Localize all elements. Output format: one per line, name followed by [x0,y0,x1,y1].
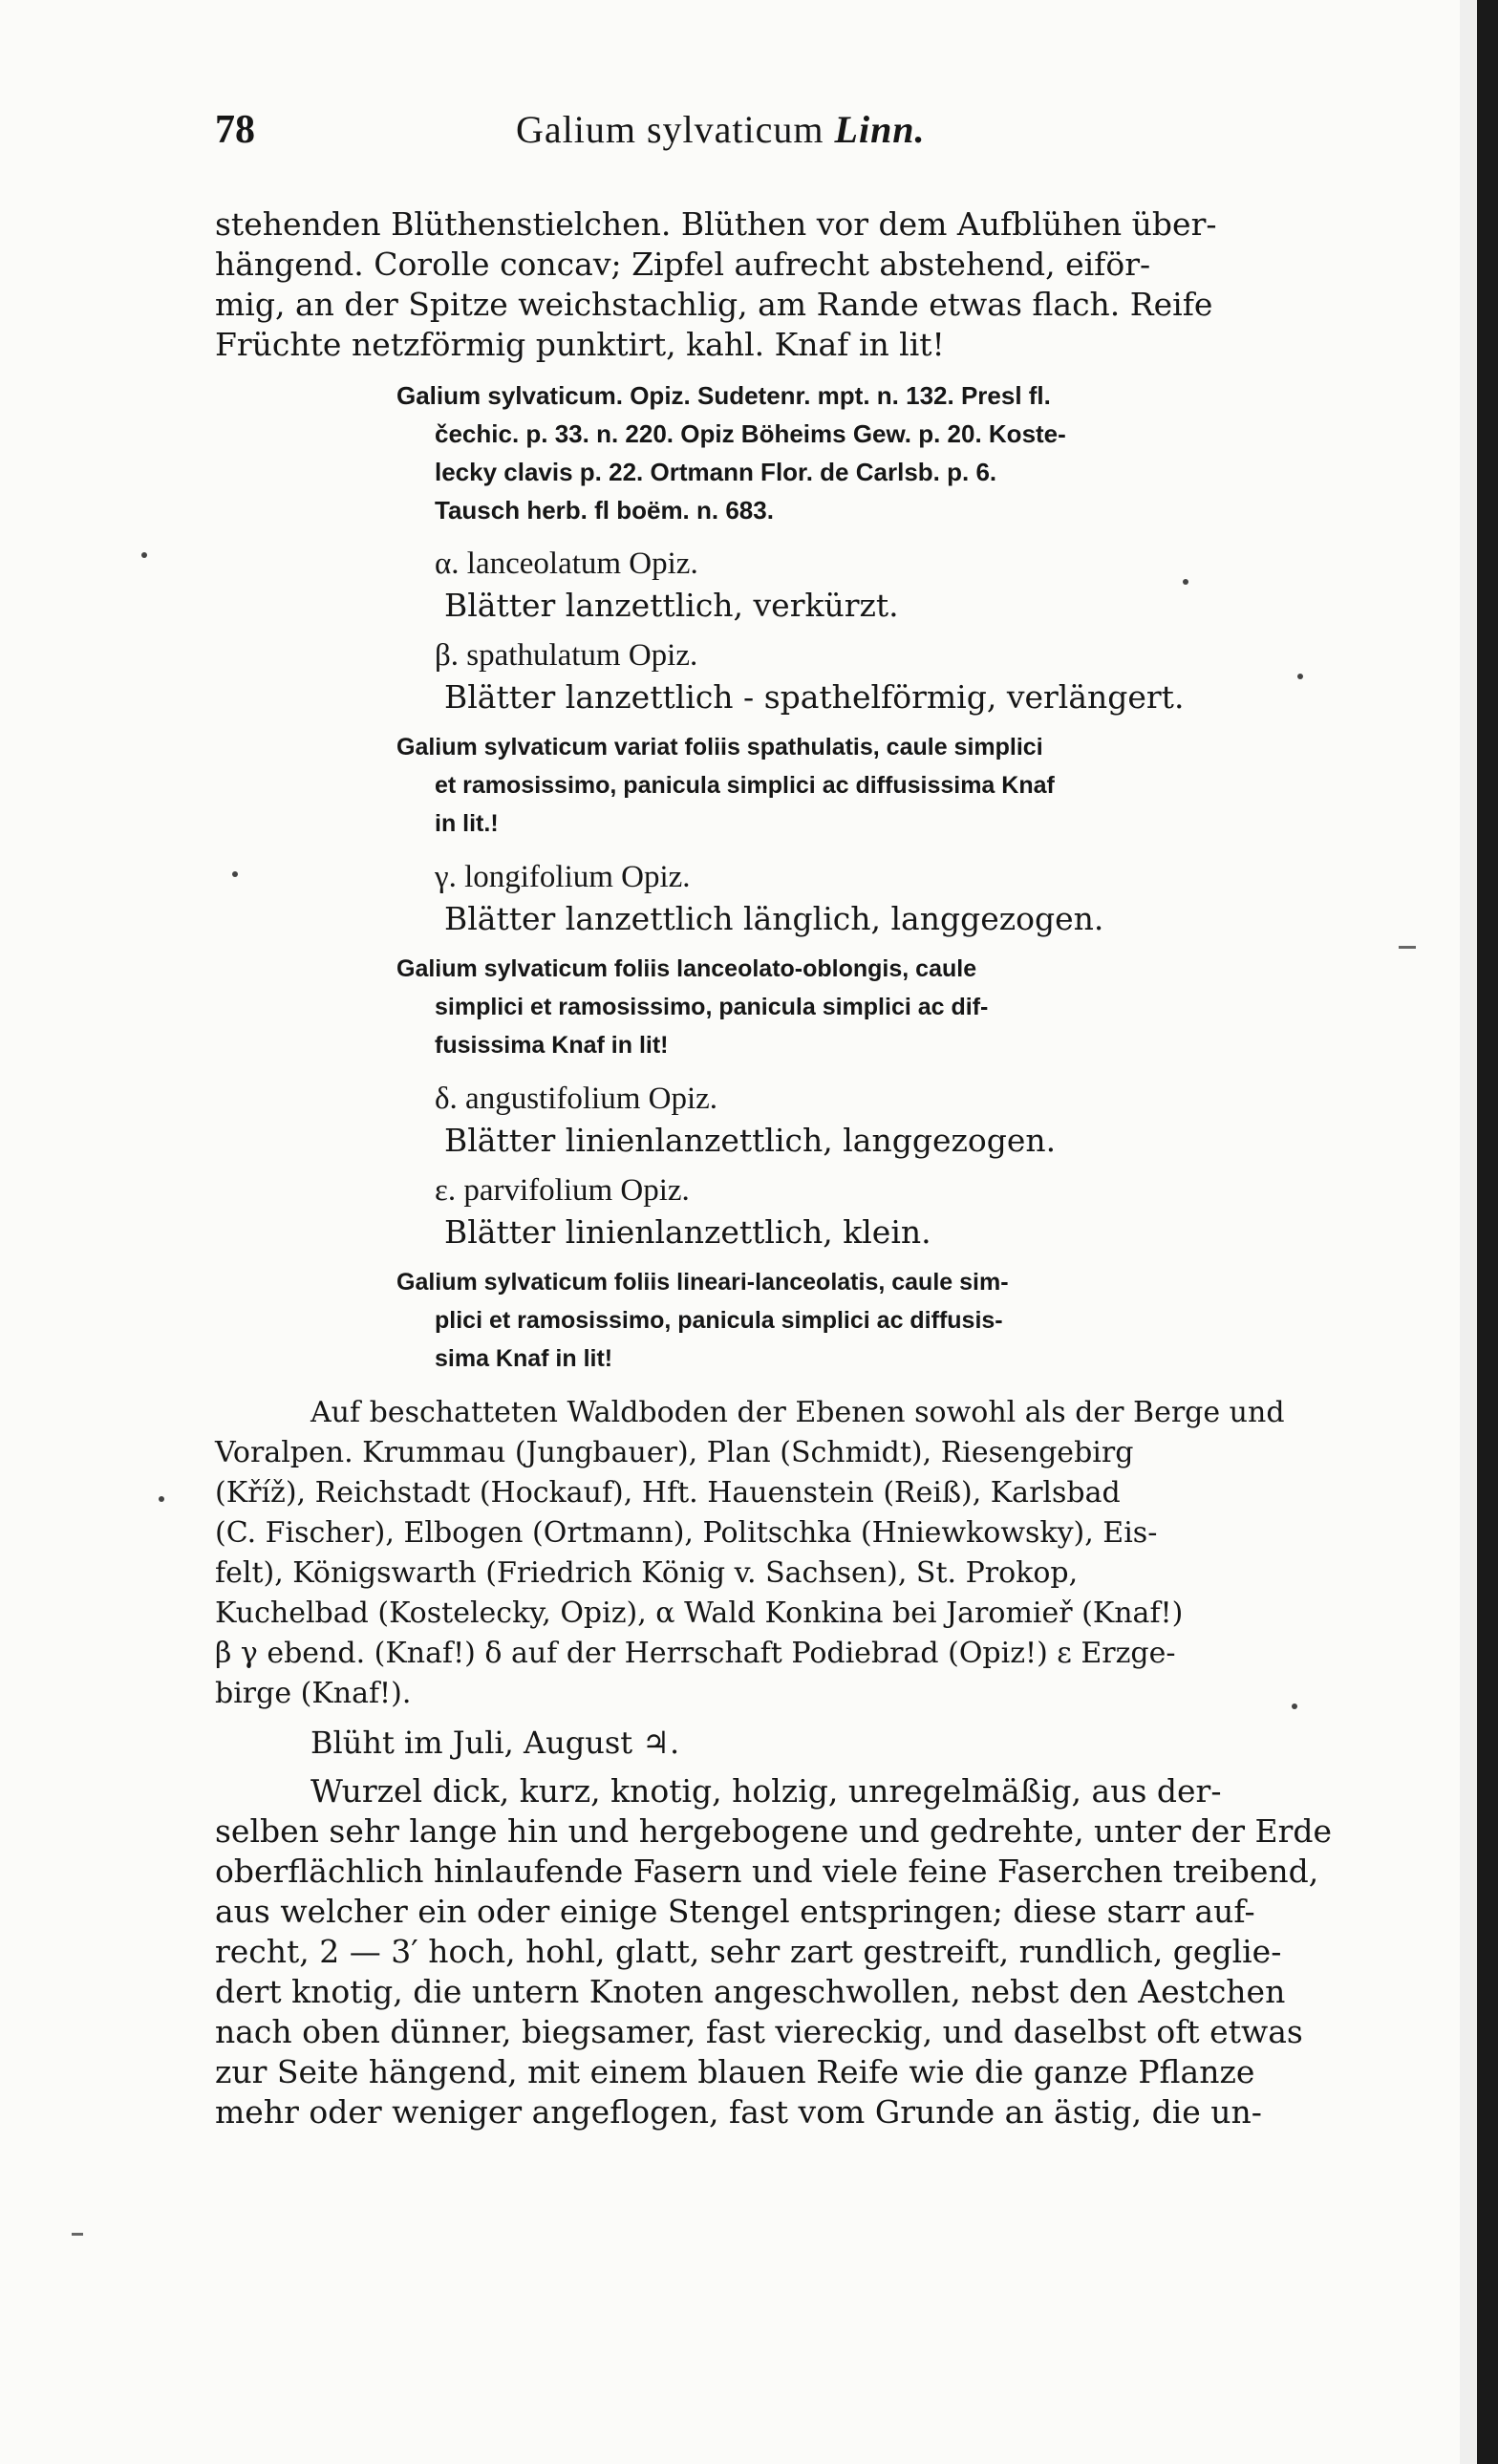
text-line: (Kříž), Reichstadt (Hockauf), Hft. Hauenstein (Reiß), Karlsbad [215,1476,1121,1510]
text-line: aus welcher ein oder einige Stengel entspringen; diese starr auf- [215,1893,1255,1930]
variety-description: Blätter linienlanzettlich, langgezogen. [444,1122,1057,1159]
page-number: 78 [215,108,255,152]
variety-description: Blätter linienlanzettlich, klein. [444,1213,931,1251]
variety-name: γ. longifolium Opiz. [435,860,691,894]
synonym-block [396,376,1342,529]
localities-paragraph [215,1393,1342,1714]
variety-name: ε. parvifolium Opiz. [435,1173,690,1208]
root-description [215,1771,1342,2132]
text-line: mig, an der Spitze weichstachlig, am Rande etwas flach. Reife [215,286,1213,323]
variety-description: Blätter lanzettlich - spathelförmig, verlängert. [444,678,1185,716]
species-author: Linn. [834,108,926,151]
text-line: recht, 2 — 3′ hoch, hohl, glatt, sehr zart gestreift, rundlich, geglie- [215,1933,1282,1970]
text-line: oberflächlich hinlaufende Fasern und viele feine Faserchen treibend, [215,1853,1319,1890]
text-line: nach oben dünner, biegsamer, fast viereckig, und daselbst oft etwas [215,2013,1303,2050]
variety-beta [215,634,1342,843]
text-line: felt), Königswarth (Friedrich König v. Sachsen), St. Prokop, [215,1556,1079,1590]
description-intro [215,204,1342,365]
text-line: Auf beschatteten Waldboden der Ebenen sowohl als der Berge und [310,1396,1285,1429]
synonym-line: Galium sylvaticum variat foliis spathulatis, caule simplici [396,734,1043,761]
page-edge-shadow [1460,0,1477,2464]
synonym-line: in lit.! [435,810,499,837]
flowering-time: Blüht im Juli, August ♃. [310,1725,680,1761]
text-line: mehr oder weniger angeflogen, fast vom Grunde an ästig, die un- [215,2093,1262,2131]
species-name: Galium sylvaticum [516,108,824,151]
variety-gamma [215,856,1342,1064]
variety-description: Blätter lanzettlich, verkürzt. [444,587,899,624]
variety-name: α. lanceolatum Opiz. [435,546,698,581]
text-line: Früchte netzförmig punktirt, kahl. Knaf in lit! [215,326,945,363]
speck [159,1496,164,1502]
text-line: zur Seite hängend, mit einem blauen Reife wie die ganze Pflanze [215,2053,1255,2090]
text-line: birge (Knaf!). [215,1677,412,1710]
mark [72,2233,83,2236]
variety-synonym [396,728,1342,843]
text-line: β γ ebend. (Knaf!) δ auf der Herrschaft Podiebrad (Opiz!) ε Erzge- [215,1637,1176,1670]
variety-description: Blätter lanzettlich länglich, langgezogen. [444,900,1104,937]
text-line: selben sehr lange hin und hergebogene und gedrehte, unter der Erde [215,1812,1333,1850]
text-line: Wurzel dick, kurz, knotig, holzig, unregelmäßig, aus der- [310,1772,1222,1810]
synonym-line: Tausch herb. fl boëm. n. 683. [435,496,774,525]
variety-name: δ. angustifolium Opiz. [435,1082,718,1116]
page-content [215,107,1342,2132]
running-header [215,107,1342,164]
text-line: Kuchelbad (Kostelecky, Opiz), α Wald Konkina bei Jaromieř (Knaf!) [215,1596,1184,1630]
variety-synonym [396,1263,1342,1378]
synonym-line: Galium sylvaticum foliis lanceolato-oblongis, caule [396,955,977,982]
synonym-line: fusissima Knaf in lit! [435,1032,669,1059]
mark [1399,946,1416,949]
synonym-line: sima Knaf in lit! [435,1345,613,1372]
text-line: Voralpen. Krummau (Jungbauer), Plan (Schmidt), Riesengebirg [215,1436,1134,1469]
synonym-line: et ramosissimo, panicula simplici ac diffusissima Knaf [435,772,1055,799]
variety-synonym [396,950,1342,1064]
variety-epsilon [215,1169,1342,1378]
synonym-line: lecky clavis p. 22. Ortmann Flor. de Carlsb. p. 6. [435,458,997,486]
synonym-line: Galium sylvaticum foliis lineari-lanceolatis, caule sim- [396,1269,1009,1296]
synonym-line: plici et ramosissimo, panicula simplici ac diffusis- [435,1307,1003,1334]
text-line: hängend. Corolle concav; Zipfel aufrecht abstehend, eiför- [215,246,1151,283]
page-edge [1477,0,1498,2464]
variety-name: β. spathulatum Opiz. [435,638,698,673]
speck [141,552,147,558]
synonym-line: čechic. p. 33. n. 220. Opiz Böheims Gew. p. 20. Koste- [435,419,1066,448]
text-line: dert knotig, die untern Knoten angeschwollen, nebst den Aestchen [215,1973,1286,2010]
text-line: stehenden Blüthenstielchen. Blüthen vor dem Aufblühen über- [215,205,1217,243]
synonym-line: Galium sylvaticum. Opiz. Sudetenr. mpt. n. 132. Presl fl. [396,381,1051,410]
text-line: (C. Fischer), Elbogen (Ortmann), Politschka (Hniewkowsky), Eis- [215,1516,1158,1550]
variety-alpha [215,543,1342,627]
running-title [516,107,926,152]
variety-delta [215,1078,1342,1162]
synonym-line: simplici et ramosissimo, panicula simplici ac dif- [435,994,989,1020]
